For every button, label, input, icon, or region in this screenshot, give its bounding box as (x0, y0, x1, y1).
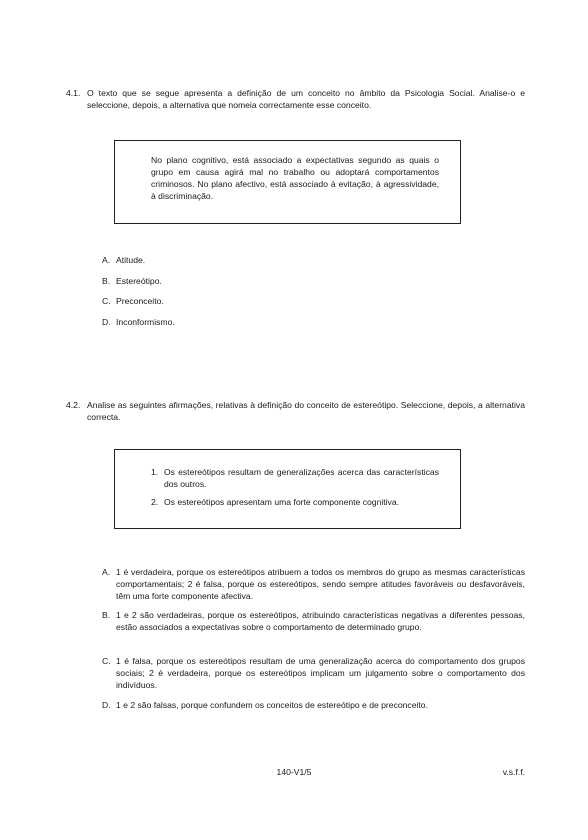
option-text: Inconformismo. (116, 317, 175, 327)
question-prompt: O texto que se segue apresenta a definição de um conceito no âmbito da Psicologia Social. Analise-o e seleccione, depois, a alternativa que nomeia correctamente esse conceito. (87, 88, 525, 110)
option-letter: C. (102, 296, 111, 306)
question-prompt: Analise as seguintes afirmações, relativas à definição do conceito de estereótipo. Seleccione, depois, a alternativa correcta. (87, 400, 525, 422)
statement-item (151, 496, 439, 508)
answer-option-d[interactable] (102, 699, 525, 711)
answer-option-a[interactable] (102, 254, 525, 266)
statement-item (151, 466, 439, 490)
answer-option-c[interactable] (102, 295, 525, 307)
statement-text: Os estereótipos resultam de generalizações acerca das características dos outros. (164, 467, 439, 489)
option-text: Atitude. (116, 255, 146, 265)
option-letter: A. (102, 567, 111, 577)
answer-option-d[interactable] (102, 316, 525, 328)
continue-note: v.s.f.f. (502, 767, 525, 777)
statement-number: 2. (151, 497, 159, 507)
page-code: 140-V1/5 (276, 767, 312, 777)
question-number: 4.2. (66, 400, 81, 410)
answer-option-b[interactable] (102, 609, 525, 645)
definition-text: No plano cognitivo, está associado a expectativas segundo as quais o grupo em causa agirá mal no trabalho ou adoptará comportamentos criminosos. No plano afectivo, está associado à evitação, à agressividade, à discriminação. (151, 155, 439, 201)
option-letter: C. (102, 656, 111, 666)
definition-box (114, 140, 461, 224)
option-text: Preconceito. (116, 296, 164, 306)
option-letter: D. (102, 700, 111, 710)
statements-box (114, 449, 461, 529)
answer-option-a[interactable] (102, 566, 525, 602)
answer-option-c[interactable] (102, 655, 525, 691)
statements-list (151, 466, 439, 508)
option-text: 1 e 2 são verdadeiras, porque os estereótipos, atribuindo características negativas a diferentes pessoas, estão associados a expectativas sobre o comportamento de determinado grupo. (116, 610, 525, 632)
answer-option-b[interactable] (102, 275, 525, 287)
question-number: 4.1. (66, 88, 81, 98)
option-text: 1 é falsa, porque os estereótipos resultam de uma generalização acerca do comportamento dos grupos sociais; 2 é verdadeira, porque os estereótipos implicam um julgamento sobre o comportamento dos indivíduos. (116, 656, 525, 690)
option-letter: B. (102, 610, 111, 620)
option-letter: A. (102, 255, 111, 265)
option-text: Estereótipo. (116, 276, 162, 286)
statement-number: 1. (151, 467, 159, 477)
option-text: 1 e 2 são falsas, porque confundem os conceitos de estereótipo e de preconceito. (116, 700, 428, 710)
statement-text: Os estereótipos apresentam uma forte componente cognitiva. (164, 497, 400, 507)
option-letter: B. (102, 276, 111, 286)
option-text: 1 é verdadeira, porque os estereótipos atribuem a todos os membros do grupo as mesmas características comportamentais; 2 é falsa, porque os estereótipos, sendo sempre atitudes favoráveis ou desfavoráveis, têm uma forte componente afectiva. (116, 567, 525, 601)
option-letter: D. (102, 317, 111, 327)
